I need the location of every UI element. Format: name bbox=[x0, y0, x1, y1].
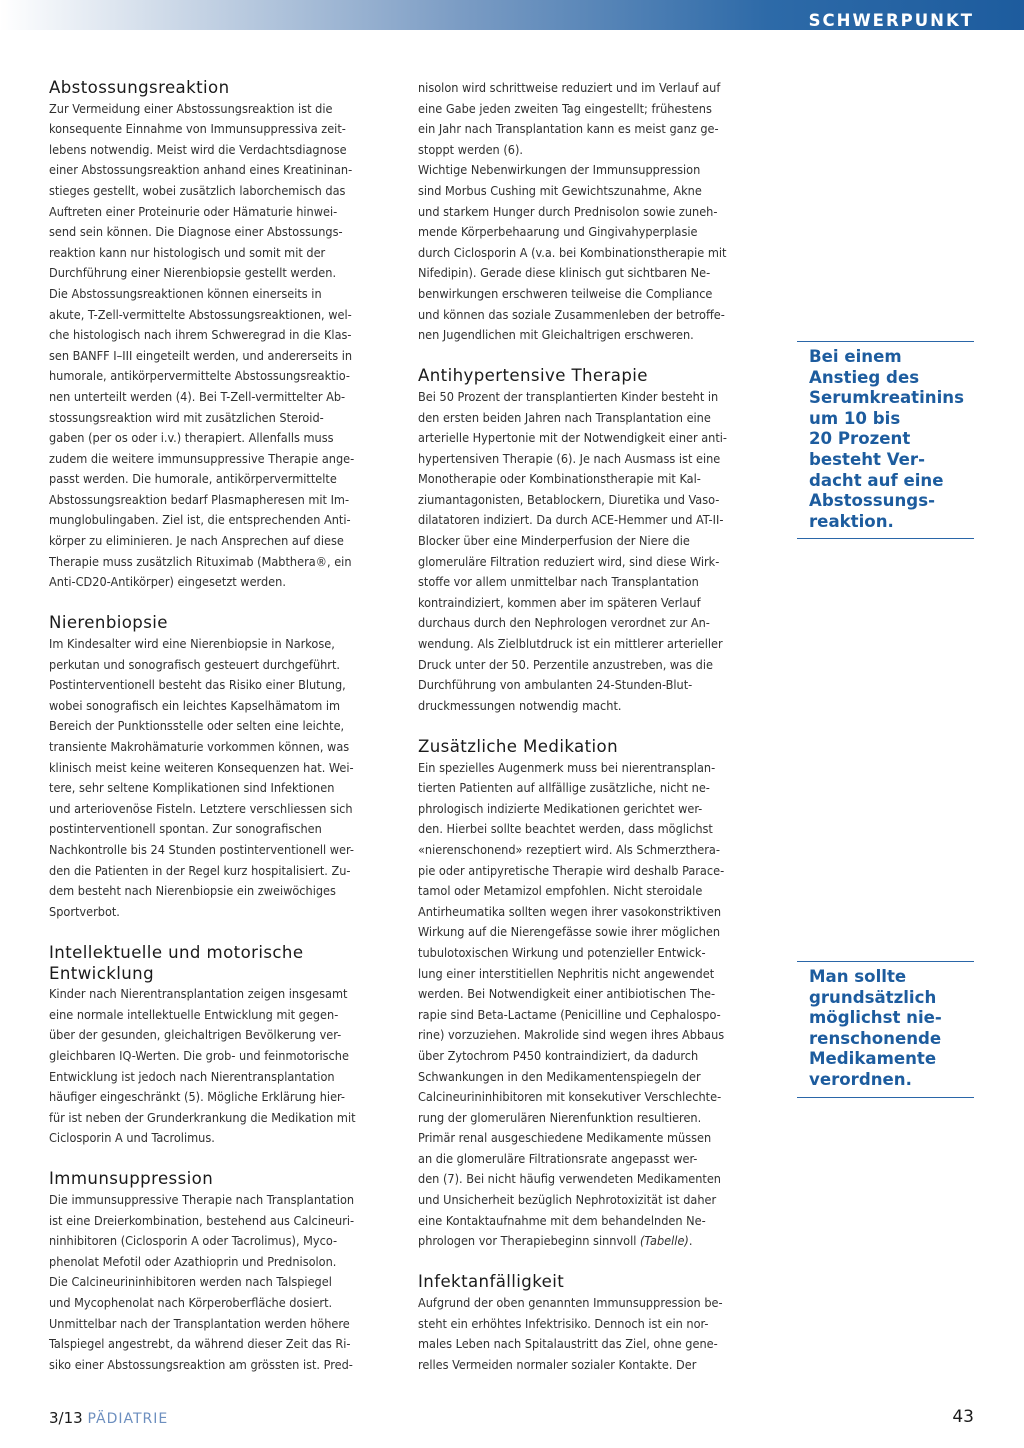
text-line: Ein spezielles Augenmerk muss bei nierentransplan- bbox=[418, 759, 716, 775]
paragraph bbox=[49, 984, 398, 1149]
text: . bbox=[688, 1233, 693, 1249]
paragraph bbox=[49, 634, 398, 922]
text-line: nen unterteilt werden (4). Bei T-Zell-vermittelter Ab- bbox=[49, 388, 346, 404]
text-line: einer Abstossungsreaktion anhand eines Kreatininan- bbox=[49, 162, 353, 178]
text-line: Bei 50 Prozent der transplantierten Kinder besteht in bbox=[418, 388, 719, 404]
text-line: und arteriovenöse Fisteln. Letztere verschliessen sich bbox=[49, 800, 353, 816]
text-line: sind Morbus Cushing mit Gewichtszunahme, Akne bbox=[418, 182, 702, 198]
text-line: che histologisch nach ihrem Schweregrad in die Klas- bbox=[49, 327, 352, 343]
text-line: durchaus durch den Nephrologen verordnet zur An- bbox=[418, 615, 710, 631]
text-line: an die glomeruläre Filtrationsrate angepasst wer- bbox=[418, 1150, 698, 1166]
text-line: klinisch meist keine weiteren Konsequenzen hat. Wei- bbox=[49, 759, 354, 775]
text-line: eine Gabe jeden zweiten Tag eingestellt; frühestens bbox=[418, 100, 712, 116]
page-number: 43 bbox=[952, 1407, 974, 1427]
text-line: tierten Patienten auf allfällige zusätzliche, nicht ne- bbox=[418, 780, 710, 796]
text-line: Blocker über eine Minderperfusion der Niere die bbox=[418, 533, 690, 549]
heading-entwicklung bbox=[49, 943, 398, 984]
text-line: verordnen. bbox=[809, 1069, 912, 1089]
text-line: lung einer interstitiellen Nephritis nicht angewendet bbox=[418, 965, 715, 981]
text-line: siko einer Abstossungsreaktion am grössten ist. Pred- bbox=[49, 1356, 353, 1372]
text-line: phenolat Mefotil oder Azathioprin und Prednisolon. bbox=[49, 1253, 337, 1269]
text-line: Monotherapie oder Kombinationstherapie mit Kal- bbox=[418, 471, 701, 487]
text-line: rine) vorzuziehen. Makrolide sind wegen ihres Abbaus bbox=[418, 1027, 725, 1043]
text-line: und können das soziale Zusammenleben der betroffe- bbox=[418, 306, 725, 322]
text-line: send sein können. Die Diagnose einer Abstossungs- bbox=[49, 224, 343, 240]
text-line: stoffe vor allem unmittelbar nach Transplantation bbox=[418, 574, 699, 590]
paragraph bbox=[418, 78, 768, 160]
paragraph-line bbox=[418, 1231, 768, 1252]
text-line: Druck unter der 50. Perzentile anzustreben, was die bbox=[418, 656, 713, 672]
text-line: Anstieg des bbox=[809, 367, 920, 387]
text-line: ein Jahr nach Transplantation kann es meist ganz ge- bbox=[418, 121, 719, 137]
pullquote-serumkreatinin bbox=[797, 341, 974, 539]
text-line: Calcineurininhibitoren mit konsekutiver Verschlechte- bbox=[418, 1089, 722, 1105]
text-line: munglobulingaben. Ziel ist, die entsprechenden Anti- bbox=[49, 512, 351, 528]
text-line: Antirheumatika sollten wegen ihrer vasokonstriktiven bbox=[418, 903, 722, 919]
text-line: mende Körperbehaarung und Gingivahyperplasie bbox=[418, 224, 698, 240]
text-line: werden. Bei Notwendigkeit einer antibiotischen The- bbox=[418, 986, 716, 1002]
text-line: den die Patienten in der Regel kurz hospitalisiert. Zu- bbox=[49, 862, 351, 878]
text-line: Man sollte bbox=[809, 967, 907, 986]
text-line: dilatatoren indiziert. Da durch ACE-Hemmer und AT-II- bbox=[418, 512, 724, 528]
text-line: reaktion. bbox=[809, 511, 894, 531]
heading-line: Entwicklung bbox=[49, 963, 154, 983]
text-line: den. Hierbei sollte beachtet werden, dass möglichst bbox=[418, 821, 713, 837]
text-line: stieges gestellt, wobei zusätzlich laborchemisch das bbox=[49, 182, 346, 198]
text-line: Durchführung einer Nierenbiopsie gestellt werden. bbox=[49, 265, 337, 281]
text-line: Nachkontrolle bis 24 Stunden postinterventionell wer- bbox=[49, 841, 354, 857]
left-column bbox=[49, 78, 398, 1375]
issue-number: 3/13 bbox=[49, 1409, 83, 1427]
text-line: grundsätzlich bbox=[809, 987, 937, 1007]
text: phrologen vor Therapiebeginn sinnvoll bbox=[418, 1233, 641, 1249]
text-line: stoppt werden (6). bbox=[418, 141, 523, 157]
paragraph bbox=[418, 387, 768, 717]
text-line: um 10 bis bbox=[809, 408, 901, 428]
paragraph bbox=[49, 99, 398, 284]
text-line: lebens notwendig. Meist wird die Verdachtsdiagnose bbox=[49, 141, 347, 157]
text-line: und Mycophenolat nach Körperoberfläche dosiert. bbox=[49, 1295, 333, 1311]
text-line: Medikamente bbox=[809, 1049, 937, 1069]
text-line: Schwankungen in den Medikamentenspiegeln der bbox=[418, 1068, 701, 1084]
text-line: Die Calcineurininhibitoren werden nach Talspiegel bbox=[49, 1274, 332, 1290]
text-line: tere, sehr seltene Komplikationen sind Infektionen bbox=[49, 780, 335, 796]
heading-nierenbiopsie: Nierenbiopsie bbox=[49, 613, 168, 633]
text-line: hypertensiven Therapie (6). Je nach Ausmass ist eine bbox=[418, 450, 721, 466]
magazine-name: PÄDIATRIE bbox=[87, 1411, 169, 1427]
text-line: tamol oder Metamizol empfohlen. Nicht steroidale bbox=[418, 883, 703, 899]
text-line: Aufgrund der oben genannten Immunsuppression be- bbox=[418, 1295, 723, 1311]
text-line: nen Jugendlichen mit Gleichaltrigen erschweren. bbox=[418, 327, 694, 343]
text-line: Anti-CD20-Antikörper) eingesetzt werden. bbox=[49, 574, 286, 590]
text-line: kontraindiziert, kommen aber im späteren Verlauf bbox=[418, 594, 701, 610]
text-line: 20 Prozent bbox=[809, 429, 911, 449]
heading-line: Intellektuelle und motorische bbox=[49, 942, 304, 962]
text-line: renschonende bbox=[809, 1028, 942, 1048]
text-line: postinterventionell spontan. Zur sonografischen bbox=[49, 821, 322, 837]
text-line: druckmessungen notwendig macht. bbox=[418, 697, 622, 713]
text-line: besteht Ver- bbox=[809, 449, 925, 469]
text-line: ziumantagonisten, Betablockern, Diuretika und Vaso- bbox=[418, 491, 720, 507]
heading-zusaetzliche-medikation: Zusätzliche Medikation bbox=[418, 737, 619, 756]
text-line: und Unsicherheit bezüglich Nephrotoxizität ist daher bbox=[418, 1192, 717, 1208]
text-line: rapie sind Beta-Lactame (Penicilline und Cephalospo- bbox=[418, 1006, 721, 1022]
text-line: über Zytochrom P450 kontraindiziert, da dadurch bbox=[418, 1047, 699, 1063]
heading-infektanfaelligkeit: Infektanfälligkeit bbox=[418, 1272, 565, 1292]
text-line: Nifedipin). Gerade diese klinisch gut sichtbaren Ne- bbox=[418, 265, 711, 281]
text-line: gleichbaren IQ-Werten. Die grob- und feinmotorische bbox=[49, 1047, 349, 1063]
text-line: Wichtige Nebenwirkungen der Immunsuppression bbox=[418, 162, 701, 178]
text-line: Postinterventionell besteht das Risiko einer Blutung, bbox=[49, 677, 346, 693]
text-line: arterielle Hypertonie mit der Notwendigkeit einer anti- bbox=[418, 430, 728, 446]
paragraph-lines bbox=[418, 1128, 768, 1231]
text-line: wendung. Als Zielblutdruck ist ein mittlerer arterieller bbox=[418, 636, 723, 652]
text-line: und starkem Hunger durch Prednisolon sowie zuneh- bbox=[418, 203, 718, 219]
footer-issue bbox=[49, 1409, 168, 1427]
text-line: benwirkungen erschweren teilweise die Compliance bbox=[418, 285, 713, 301]
text-line: rung der glomerulären Nierenfunktion resultieren. bbox=[418, 1109, 702, 1125]
paragraph bbox=[49, 284, 398, 593]
text-line: wobei sonografisch ein leichtes Kapselhämatom im bbox=[49, 697, 341, 713]
middle-column bbox=[418, 78, 768, 1375]
paragraph bbox=[418, 758, 768, 1129]
text-line: möglichst nie- bbox=[809, 1008, 942, 1028]
text-line: häufiger eingeschränkt (5). Mögliche Erklärung hier- bbox=[49, 1089, 345, 1105]
text-line: Talspiegel angestrebt, da während dieser Zeit das Ri- bbox=[49, 1336, 351, 1352]
text-line: dem besteht nach Nierenbiopsie ein zweiwöchiges bbox=[49, 883, 336, 899]
text-line: Auftreten einer Proteinurie oder Hämaturie hinwei- bbox=[49, 203, 338, 219]
text-line: Ciclosporin A und Tacrolimus. bbox=[49, 1130, 215, 1146]
text-line: Wirkung auf die Nierengefässe sowie ihrer möglichen bbox=[418, 924, 721, 940]
text-line: stossungsreaktion wird mit zusätzlichen Steroid- bbox=[49, 409, 324, 425]
text-line: Durchführung von ambulanten 24-Stunden-Blut- bbox=[418, 677, 693, 693]
text-line: phrologisch indizierte Medikationen gerichtet wer- bbox=[418, 800, 703, 816]
text-line: Entwicklung ist jedoch nach Nierentransplantation bbox=[49, 1068, 335, 1084]
text-line: Therapie muss zusätzlich Rituximab (Mabthera®, ein bbox=[49, 553, 352, 569]
text-line: perkutan und sonografisch gesteuert durchgeführt. bbox=[49, 656, 340, 672]
text-line: «nierenschonend» rezeptiert wird. Als Schmerzthera- bbox=[418, 841, 720, 857]
text-line: Die Abstossungsreaktionen können einerseits in bbox=[49, 285, 322, 301]
heading-abstossungsreaktion: Abstossungsreaktion bbox=[49, 78, 230, 97]
text-line: konsequente Einnahme von Immunsuppressiva zeit- bbox=[49, 121, 346, 137]
text-line: zudem die weitere immunsuppressive Therapie ange- bbox=[49, 450, 355, 466]
text-line: Im Kindesalter wird eine Nierenbiopsie in Narkose, bbox=[49, 636, 335, 652]
text-line: Abstossungs- bbox=[809, 491, 935, 511]
paragraph bbox=[49, 1190, 398, 1375]
text-line: Bei einem bbox=[809, 347, 902, 366]
text-line: Sportverbot. bbox=[49, 903, 120, 919]
text-line: durch Ciclosporin A (v.a. bei Kombinationstherapie mit bbox=[418, 244, 727, 260]
text-line: Bereich der Punktionsstelle oder selten eine leichte, bbox=[49, 718, 345, 734]
text-line: sen BANFF I–III eingeteilt werden, und andererseits in bbox=[49, 347, 353, 363]
text-line: akute, T-Zell-vermittelte Abstossungsreaktionen, wel- bbox=[49, 306, 352, 322]
text-line: reaktion kann nur histologisch und somit mit der bbox=[49, 244, 326, 260]
text-line: pie oder antipyretische Therapie wird deshalb Parace- bbox=[418, 862, 725, 878]
text-line: ninhibitoren (Ciclosporin A oder Tacrolimus), Myco- bbox=[49, 1233, 338, 1249]
text-line: Die immunsuppressive Therapie nach Transplantation bbox=[49, 1192, 355, 1208]
text-line: humorale, antikörpervermittelte Abstossungsreaktio- bbox=[49, 368, 350, 384]
text-line: males Leben nach Spitalaustritt das Ziel, ohne gene- bbox=[418, 1336, 718, 1352]
text-line: glomeruläre Filtration reduziert wird, sind diese Wirk- bbox=[418, 553, 720, 569]
text-line: tubulotoxischen Wirkung und potenzieller Entwick- bbox=[418, 944, 706, 960]
text-line: nisolon wird schrittweise reduziert und im Verlauf auf bbox=[418, 80, 721, 95]
text-line: steht ein erhöhtes Infektrisiko. Dennoch ist ein nor- bbox=[418, 1315, 709, 1331]
text-line: ist eine Dreierkombination, bestehend aus Calcineuri- bbox=[49, 1212, 355, 1228]
heading-antihypertensive-therapie: Antihypertensive Therapie bbox=[418, 366, 648, 386]
text-line: gaben (per os oder i.v.) therapiert. Allenfalls muss bbox=[49, 430, 334, 446]
text-line: Unmittelbar nach der Transplantation werden höhere bbox=[49, 1315, 350, 1331]
text-line: über der gesunden, gleichaltrigen Bevölkerung ver- bbox=[49, 1027, 342, 1043]
text-line: für ist neben der Grunderkrankung die Medikation mit bbox=[49, 1109, 356, 1125]
text-line: relles Vermeiden normaler sozialer Kontakte. Der bbox=[418, 1356, 697, 1372]
text-line: Abstossungsreaktion bedarf Plasmapheresen mit Im- bbox=[49, 491, 350, 507]
paragraph bbox=[418, 1128, 768, 1252]
text-line: Kinder nach Nierentransplantation zeigen insgesamt bbox=[49, 986, 348, 1002]
text-line: eine Kontaktaufnahme mit dem behandelnden Ne- bbox=[418, 1212, 706, 1228]
text-line: den ersten beiden Jahren nach Transplantation eine bbox=[418, 409, 711, 425]
paragraph bbox=[418, 1293, 768, 1375]
text-line: körper zu eliminieren. Je nach Ansprechen auf diese bbox=[49, 533, 344, 549]
text-line: Serumkreatinins bbox=[809, 388, 964, 408]
text-line: passt werden. Die humorale, antikörpervermittelte bbox=[49, 471, 337, 487]
section-label: SCHWERPUNKT bbox=[808, 11, 974, 30]
pullquote-medikamente bbox=[797, 961, 974, 1098]
text-line: den (7). Bei nicht häufig verwendeten Medikamenten bbox=[418, 1171, 721, 1187]
text-line: transiente Makrohämaturie vorkommen können, was bbox=[49, 739, 350, 754]
paragraph bbox=[418, 160, 768, 345]
text-line: eine normale intellektuelle Entwicklung mit gegen- bbox=[49, 1006, 339, 1022]
text-line: Primär renal ausgeschiedene Medikamente müssen bbox=[418, 1130, 712, 1146]
table-reference-link[interactable]: (Tabelle) bbox=[640, 1233, 689, 1249]
text-line: Zur Vermeidung einer Abstossungsreaktion ist die bbox=[49, 100, 333, 116]
text-line: dacht auf eine bbox=[809, 470, 944, 490]
heading-immunsuppression: Immunsuppression bbox=[49, 1169, 214, 1189]
